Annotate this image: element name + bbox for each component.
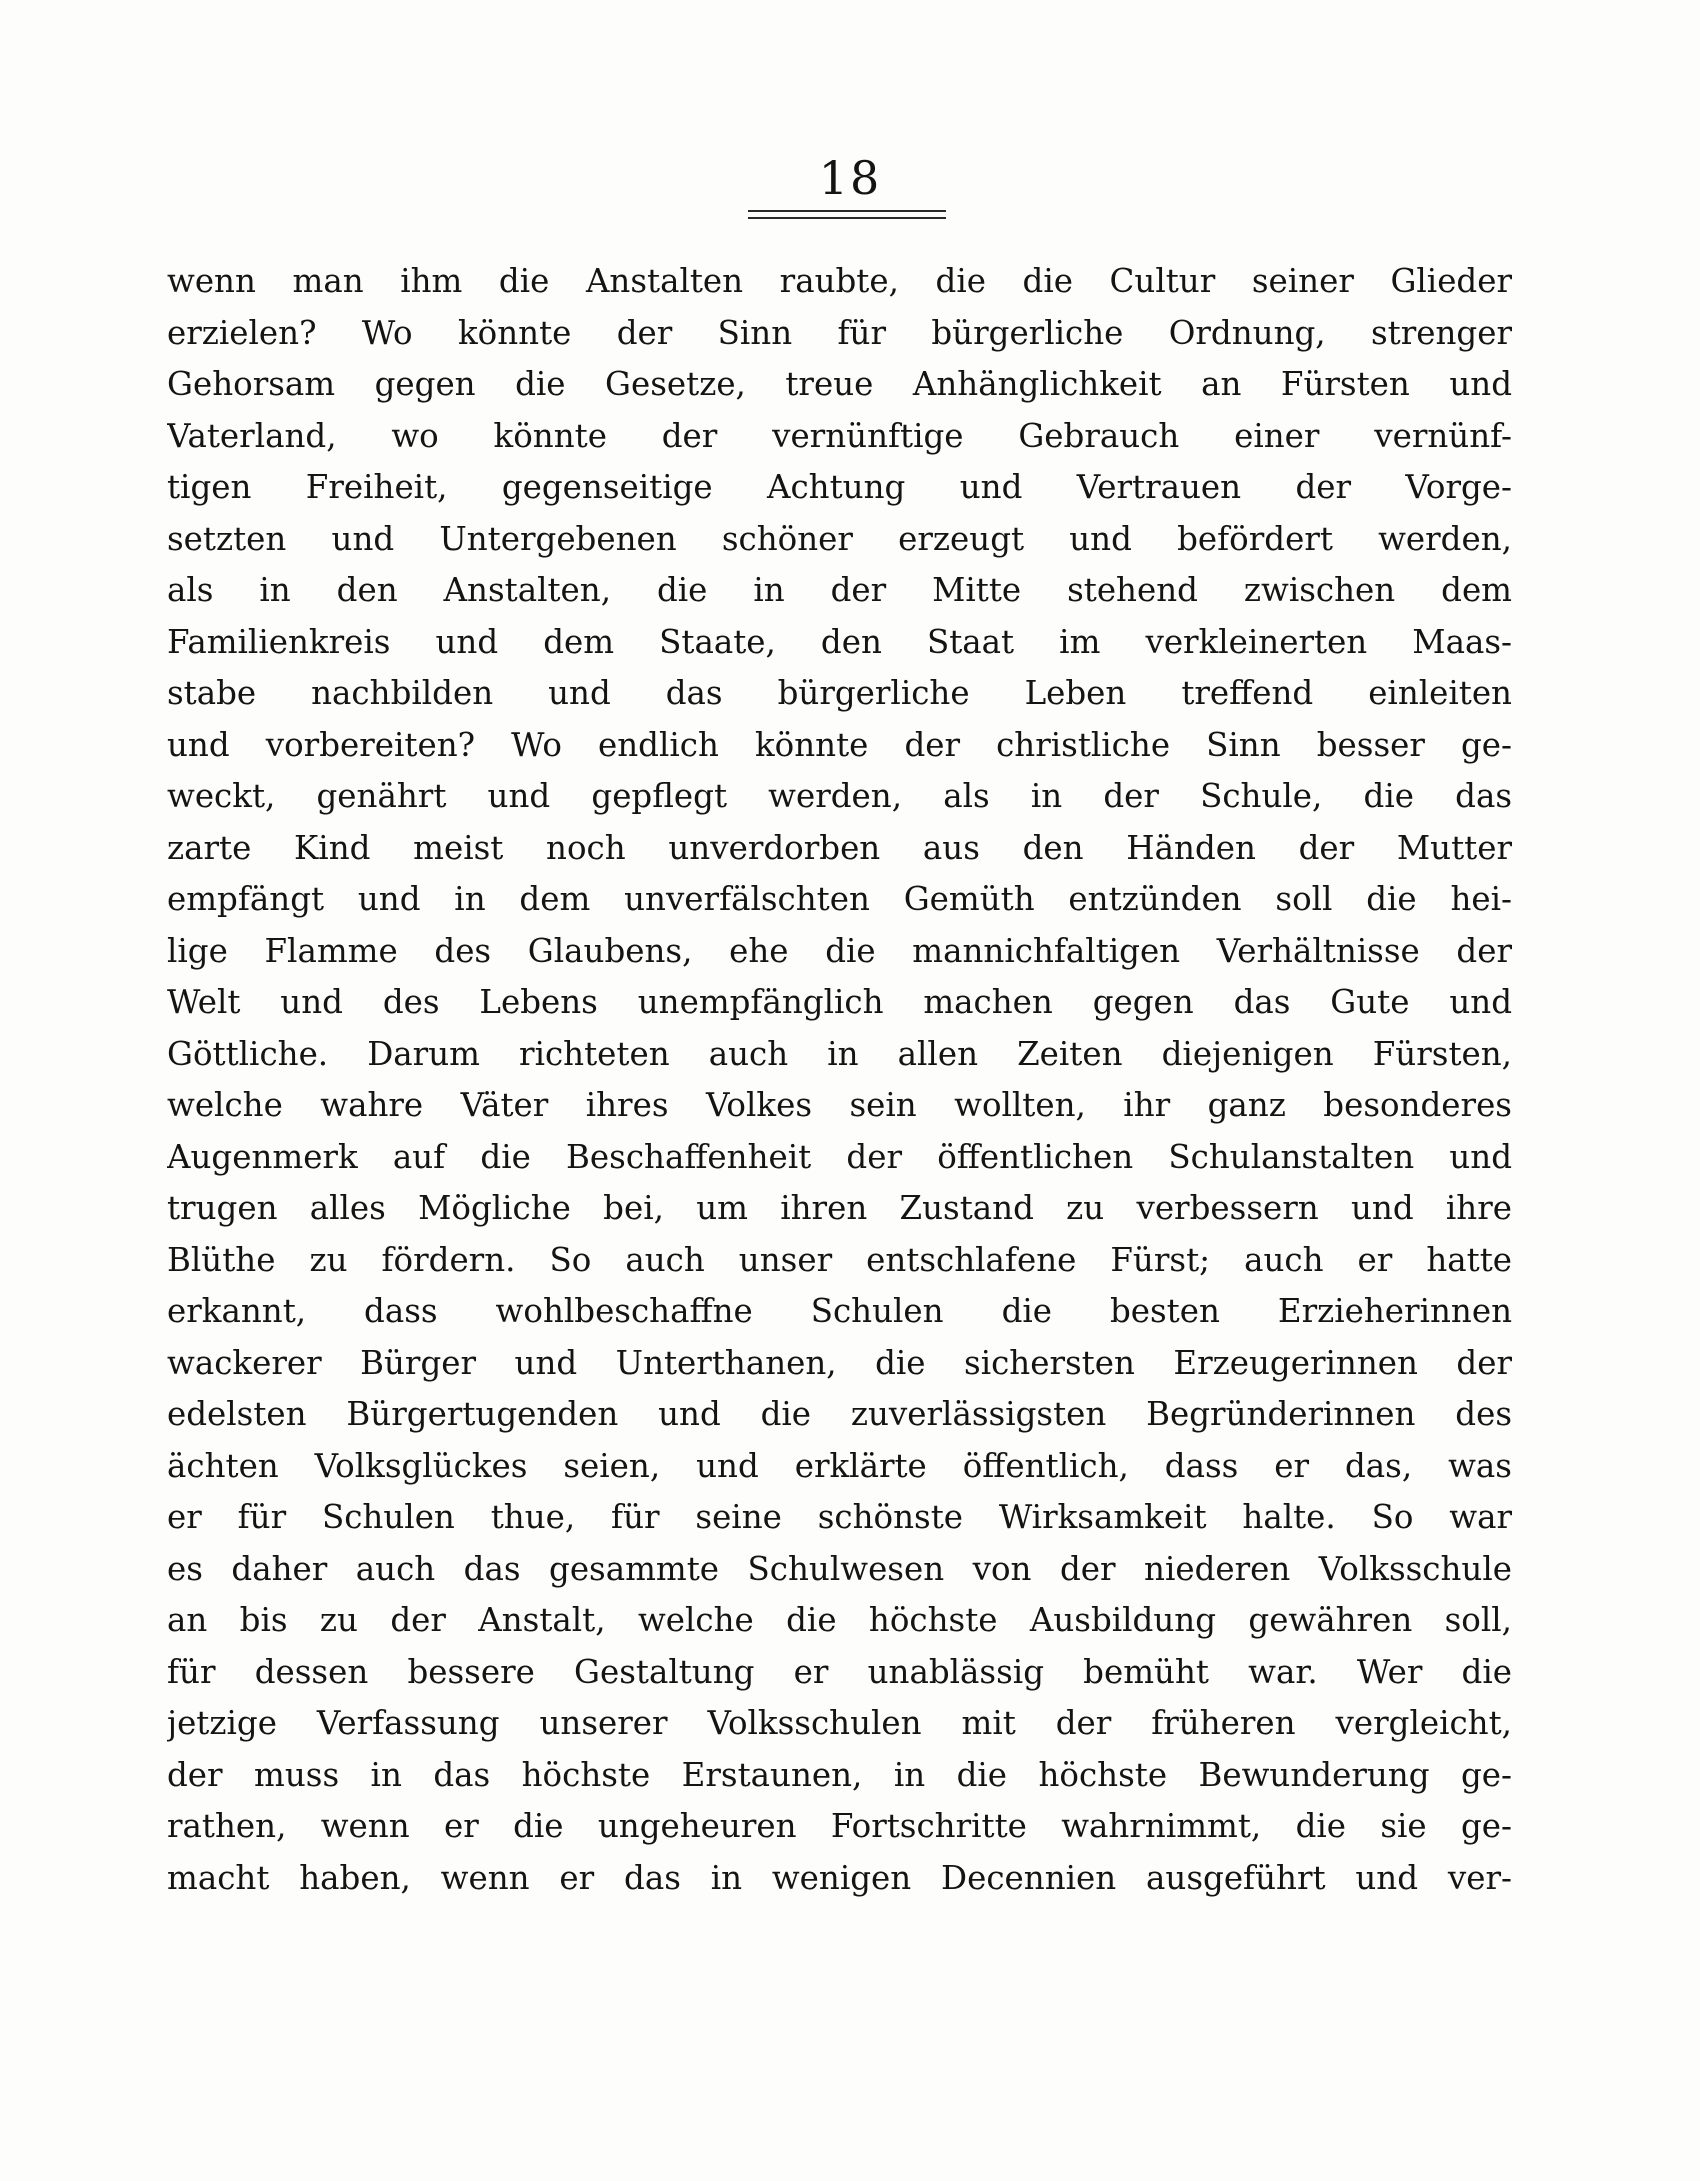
text-line: für dessen bessere Gestaltung er unablässig bemüht war. Wer die bbox=[167, 1652, 1512, 1691]
text-line: Welt und des Lebens unempfänglich machen gegen das Gute und bbox=[167, 983, 1512, 1021]
text-line: wackerer Bürger und Unterthanen, die sichersten Erzeugerinnen der bbox=[167, 1343, 1512, 1382]
page-number: 18 bbox=[818, 151, 882, 205]
text-line: trugen alles Mögliche bei, um ihren Zustand zu verbessern und ihre bbox=[167, 1189, 1512, 1227]
text-line: wenn man ihm die Anstalten raubte, die die Cultur seiner Glieder bbox=[167, 262, 1512, 300]
text-line: Göttliche. Darum richteten auch in allen Zeiten diejenigen Fürsten, bbox=[167, 1034, 1512, 1073]
body-text bbox=[167, 256, 1512, 1904]
text-line: setzten und Untergebenen schöner erzeugt und befördert werden, bbox=[167, 519, 1512, 558]
text-line: welche wahre Väter ihres Volkes sein wollten, ihr ganz besonderes bbox=[167, 1086, 1512, 1124]
text-line: es daher auch das gesammte Schulwesen von der niederen Volksschule bbox=[167, 1549, 1512, 1588]
text-line: er für Schulen thue, für seine schönste Wirksamkeit halte. So war bbox=[167, 1498, 1512, 1536]
text-line: an bis zu der Anstalt, welche die höchste Ausbildung gewähren soll, bbox=[167, 1601, 1512, 1639]
text-line: rathen, wenn er die ungeheuren Fortschritte wahrnimmt, die sie ge- bbox=[167, 1807, 1512, 1845]
text-line: erzielen? Wo könnte der Sinn für bürgerliche Ordnung, strenger bbox=[167, 313, 1512, 352]
text-line: tigen Freiheit, gegenseitige Achtung und Vertrauen der Vorge- bbox=[167, 468, 1512, 506]
text-line: weckt, genährt und gepflegt werden, als in der Schule, die das bbox=[167, 777, 1512, 815]
text-line: Blüthe zu fördern. So auch unser entschlafene Fürst; auch er hatte bbox=[167, 1240, 1512, 1279]
text-line: und vorbereiten? Wo endlich könnte der christliche Sinn besser ge- bbox=[167, 725, 1512, 764]
text-line: lige Flamme des Glaubens, ehe die mannichfaltigen Verhältnisse der bbox=[167, 931, 1512, 970]
text-line: macht haben, wenn er das in wenigen Decennien ausgeführt und ver- bbox=[167, 1858, 1512, 1897]
text-line: Familienkreis und dem Staate, den Staat im verkleinerten Maas- bbox=[167, 622, 1512, 661]
text-line: ächten Volksglückes seien, und erklärte öffentlich, dass er das, was bbox=[167, 1446, 1512, 1485]
header-rule-top bbox=[748, 210, 946, 212]
text-line: empfängt und in dem unverfälschten Gemüth entzünden soll die hei- bbox=[167, 880, 1512, 918]
text-line: stabe nachbilden und das bürgerliche Leben treffend einleiten bbox=[167, 674, 1512, 712]
text-line: Vaterland, wo könnte der vernünftige Gebrauch einer vernünf- bbox=[167, 416, 1512, 455]
text-line: der muss in das höchste Erstaunen, in die höchste Bewunderung ge- bbox=[167, 1755, 1512, 1794]
text-line: zarte Kind meist noch unverdorben aus den Händen der Mutter bbox=[167, 828, 1512, 867]
text-line: edelsten Bürgertugenden und die zuverlässigsten Begründerinnen des bbox=[167, 1395, 1512, 1433]
text-line: erkannt, dass wohlbeschaffne Schulen die besten Erzieherinnen bbox=[167, 1292, 1512, 1330]
text-line: Gehorsam gegen die Gesetze, treue Anhänglichkeit an Fürsten und bbox=[167, 365, 1512, 403]
header-rule-bottom bbox=[748, 217, 946, 219]
text-line: jetzige Verfassung unserer Volksschulen mit der früheren vergleicht, bbox=[167, 1704, 1512, 1742]
text-line: als in den Anstalten, die in der Mitte stehend zwischen dem bbox=[167, 571, 1512, 609]
text-line: Augenmerk auf die Beschaffenheit der öffentlichen Schulanstalten und bbox=[167, 1137, 1512, 1176]
